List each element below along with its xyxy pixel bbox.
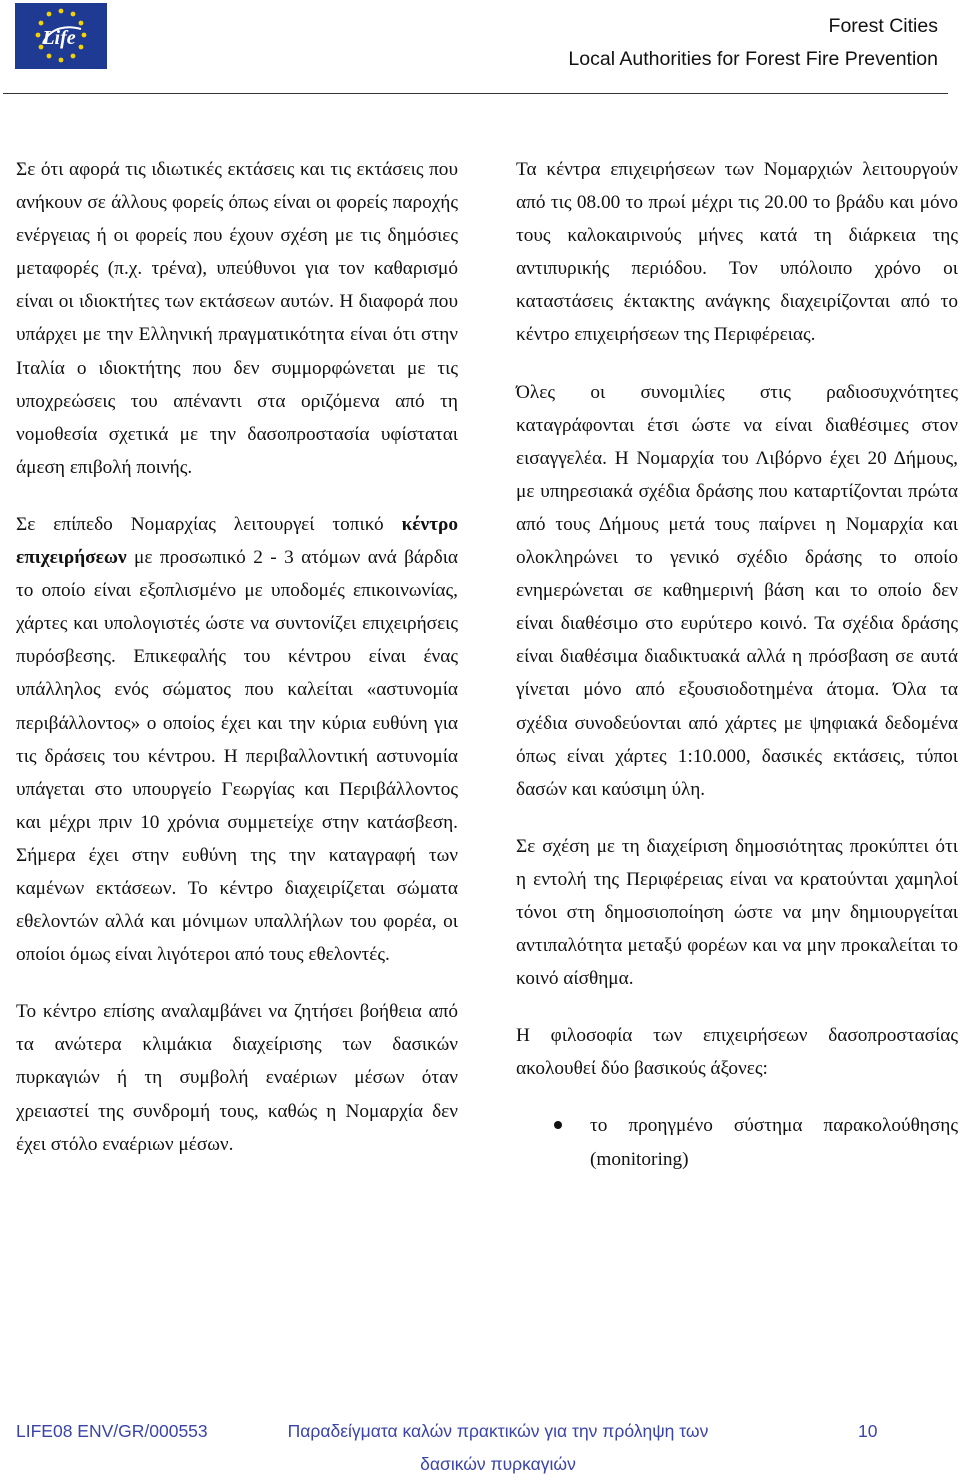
left-paragraph-3: Το κέντρο επίσης αναλαμβάνει να ζητήσει βοήθεια από τα ανώτερα κλιμάκια διαχείρισης των δασικών πυρκαγιών ή τη συμβολή εναέριων μέσων όταν χρειαστεί της συνδρομή τους, καθώς η Νομαρχία δεν έχει στόλο εναέριων μέσων. (16, 1001, 458, 1155)
right-paragraph-1: Τα κέντρα επιχειρήσεων των Νομαρχιών λειτουργούν από τις 08.00 το πρωί μέχρι τις 20.00 το βράδυ και μόνο τους καλοκαιρινούς μήνες κατά τη διάρκεια της αντιπυρικής περιόδου. Τον υπόλοιπο χρόνο οι καταστάσεις έκτακτης ανάγκης διαχειρίζονται από το κέντρο επιχειρήσεων της Περιφέρειας. (516, 159, 958, 346)
footer-title: Παραδείγματα καλών πρακτικών για την πρόληψη των δασικών πυρκαγιών (287, 1421, 709, 1474)
header-title: Forest Cities (828, 15, 938, 37)
header-divider (3, 93, 948, 94)
right-paragraph-4: Η φιλοσοφία των επιχειρήσεων δασοπροστασίας ακολουθεί δύο βασικούς άξονες: (516, 1025, 958, 1080)
eu-life-logo-icon (15, 3, 107, 69)
bullet-item (516, 1109, 958, 1175)
left-paragraph-2-bold: κέντρο επιχειρήσεων (16, 513, 458, 569)
bullet-dot-icon (516, 1109, 590, 1175)
left-paragraph-1: Σε ότι αφορά τις ιδιωτικές εκτάσεις και τις εκτάσεις που ανήκουν σε άλλους φορείς όπως είναι οι φορείς παροχής ενέργειας ή οι φορείς που έχουν σχέση με τις δημόσιες μεταφορές (π.χ. τρένα), υπεύθυνοι για τον καθαρισμό είναι οι ιδιοκτήτες των εκτάσεων αυτών. Η διαφορά που υπάρχει με την Ελληνική πραγματικότητα είναι ότι στην Ιταλία ο ιδιοκτήτης που δεν συμμορφώνεται με τις υποχρεώσεις του απέναντι στα οριζόμενα από τη νομοθεσία σχετικά με την δασοπροστασία υφίσταται άμεση επιβολή ποινής. (16, 159, 458, 478)
left-column (16, 153, 458, 1185)
life-logo (15, 3, 107, 69)
right-paragraph-2: Όλες οι συνομιλίες στις ραδιοσυχνότητες καταγράφονται έτσι ώστε να είναι διαθέσιμες στον εισαγγελέα. Η Νομαρχία του Λιβόρνο έχει 20 Δήμους, με υπηρεσιακά σχέδια δράσης που καταρτίζονται πρώτα από τους Δήμους μετά τους παίρνει η Νομαρχία και ολοκληρώνει το γενικό σχέδιο δράσης το οποίο ενημερώνεται σε καθημερινή βάση και το οποίο δεν είναι διαθέσιμο στο ευρύτερο κοινό. Τα σχέδια δράσης είναι διαθέσιμα διαδικτυακά αλλά η πρόσβαση σε αυτά γίνεται μόνο από εξουσιοδοτημένα άτομα. Όλα τα σχέδια συνοδεύονται από χάρτες με ψηφιακά δεδομένα όπως είναι χάρτες 1:10.000, δασικές εκτάσεις, τύποι δασών και καύσιμη ύλη. (516, 381, 958, 800)
footer-project-code: LIFE08 ENV/GR/000553 (16, 1421, 208, 1441)
right-column (516, 153, 958, 1176)
bullet-text: το προηγμένο σύστημα παρακολούθησης (monitoring) (590, 1115, 958, 1170)
footer-page-number: 10 (858, 1421, 878, 1441)
left-paragraph-2-start: Σε επίπεδο Νομαρχίας λειτουργεί τοπικό (16, 513, 384, 535)
page-header (568, 10, 938, 76)
left-paragraph-2 (16, 508, 458, 971)
svg-text:Life: Life (42, 27, 76, 49)
left-paragraph-2-rest: με προσωπικό 2 - 3 ατόμων ανά βάρδια το οποίο είναι εξοπλισμένο με υποδομές επικοινωνίας, χάρτες και υπολογιστές ώστε να συντονίζει επιχειρήσεις πυρόσβεσης. Επικεφαλής του κέντρου είναι ένας υπάλληλος ενός σώματος που καλείται «αστυνομία περιβάλλοντος» ο οποίος έχει και την κύρια ευθύνη για τις δράσεις του κέντρου. Η περιβαλλοντική αστυνομία υπάγεται στο υπουργείο Γεωργίας και Περιβάλλοντος και μέχρι πριν 10 χρόνια συμμετείχε στην κατάσβεση. Σήμερα έχει στην ευθύνη της την καταγραφή των καμένων εκτάσεων. Το κέντρο διαχειρίζεται σώματα εθελοντών αλλά και μόνιμων υπαλλήλων του φορέα, οι οποίοι όμως είναι λιγότεροι από τους εθελοντές. (16, 547, 458, 966)
header-subtitle: Local Authorities for Forest Fire Prevention (568, 48, 938, 70)
right-paragraph-3: Σε σχέση με τη διαχείριση δημοσιότητας προκύπτει ότι η εντολή της Περιφέρειας είναι να κρατούνται χαμηλοί τόνοι στη δημοσιοποίηση ώστε να μην δημιουργείται αντιπαλότητα μεταξύ φορέων και να μην προκαλείται το κοινό αίσθημα. (516, 835, 958, 990)
